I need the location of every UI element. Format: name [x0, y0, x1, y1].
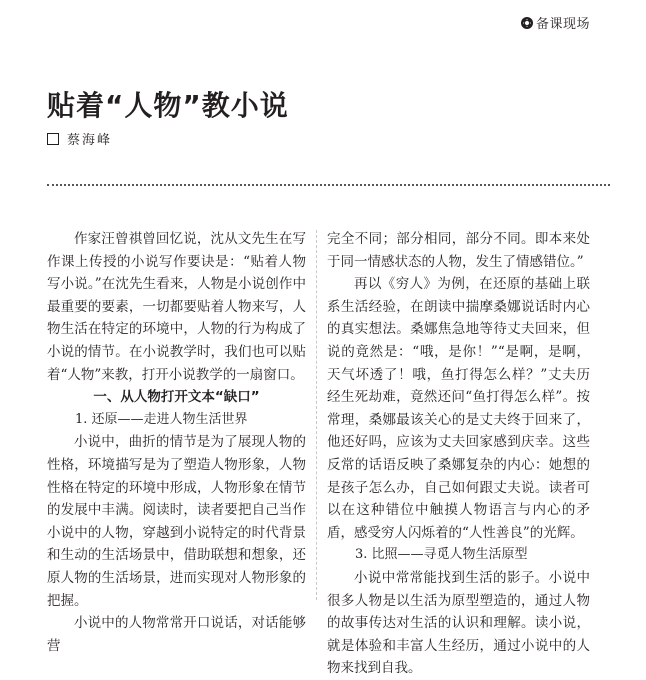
subsection-heading: 1. 还原——走进人物生活世界 — [75, 411, 248, 427]
author-box-icon — [47, 133, 59, 145]
right-column — [327, 228, 590, 680]
body-paragraph: 小说中，曲折的情节是为了展现人物的性格，环境描写是为了塑造人物形象，人物性格在特定的环境中形成，人物形象在情节的发展中丰满。阅读时，读者要把自己当作小说中的人物，穿越到小说特定的时代背景和生动的生活场景中，借助联想和想象，还原人物的生活场景，进而实现对人物形象的把握。 — [47, 434, 306, 609]
column-divider — [316, 230, 317, 600]
body-paragraph: 小说中常常能找到生活的影子。小说中很多人物是以生活为原型塑造的，通过人物的故事传达对生活的认识和理解。读小说，就是体验和丰富人生经历，通过小说中的人物来找到自我。 — [327, 569, 590, 677]
section-heading: 一、从人物打开文本“缺口” — [93, 389, 260, 406]
body-paragraph: 再以《穷人》为例，在还原的基础上联系生活经验，在朗读中揣摩桑娜说话时内心的真实想法。桑娜焦急地等待丈夫回来，但说的竟然是：“哦，是你！”“是啊，是啊，天气坏透了！哦，鱼打得怎么样？”丈夫历经生死劫难，竟然还问“鱼打得怎么样”。按常理，桑娜最该关心的是丈夫终于回来了，他还好吗，应该为丈夫回家感到庆幸。这些反常的话语反映了桑娜复杂的内心：她想的是孩子怎么办，自己如何跟丈夫说。读者可以在这种错位中触摸人物语言与内心的矛盾，感受穷人闪烁着的“人性善良”的光辉。 — [327, 276, 590, 541]
continued-paragraph: 完全不同；部分相同，部分不同。即本来处于同一情感状态的人物，发生了情感错位。” — [327, 231, 590, 270]
author-line — [47, 129, 112, 148]
left-column — [47, 228, 306, 657]
column-tag-label: 备课现场 — [535, 17, 590, 32]
sun-icon — [521, 17, 533, 29]
article-title: 贴着“人物”教小说 — [47, 89, 289, 122]
author-name: 蔡海峰 — [67, 133, 113, 148]
body-paragraph: 小说中的人物常常开口说话，对话能够营 — [47, 615, 306, 654]
column-tag — [521, 13, 590, 32]
subsection-heading: 3. 比照——寻觅人物生活原型 — [355, 547, 528, 563]
dotted-divider — [47, 184, 610, 186]
intro-paragraph: 作家汪曾祺曾回忆说，沈从文先生在写作课上传授的小说写作要诀是：“贴着人物写小说。”在沈先生看来，人物是小说创作中最重要的要素，一切都要贴着人物来写，人物生活在特定的环境中，人物的行为构成了小说的情节。在小说教学时，我们也可以贴着“人物”来教，打开小说教学的一扇窗口。 — [47, 231, 306, 383]
